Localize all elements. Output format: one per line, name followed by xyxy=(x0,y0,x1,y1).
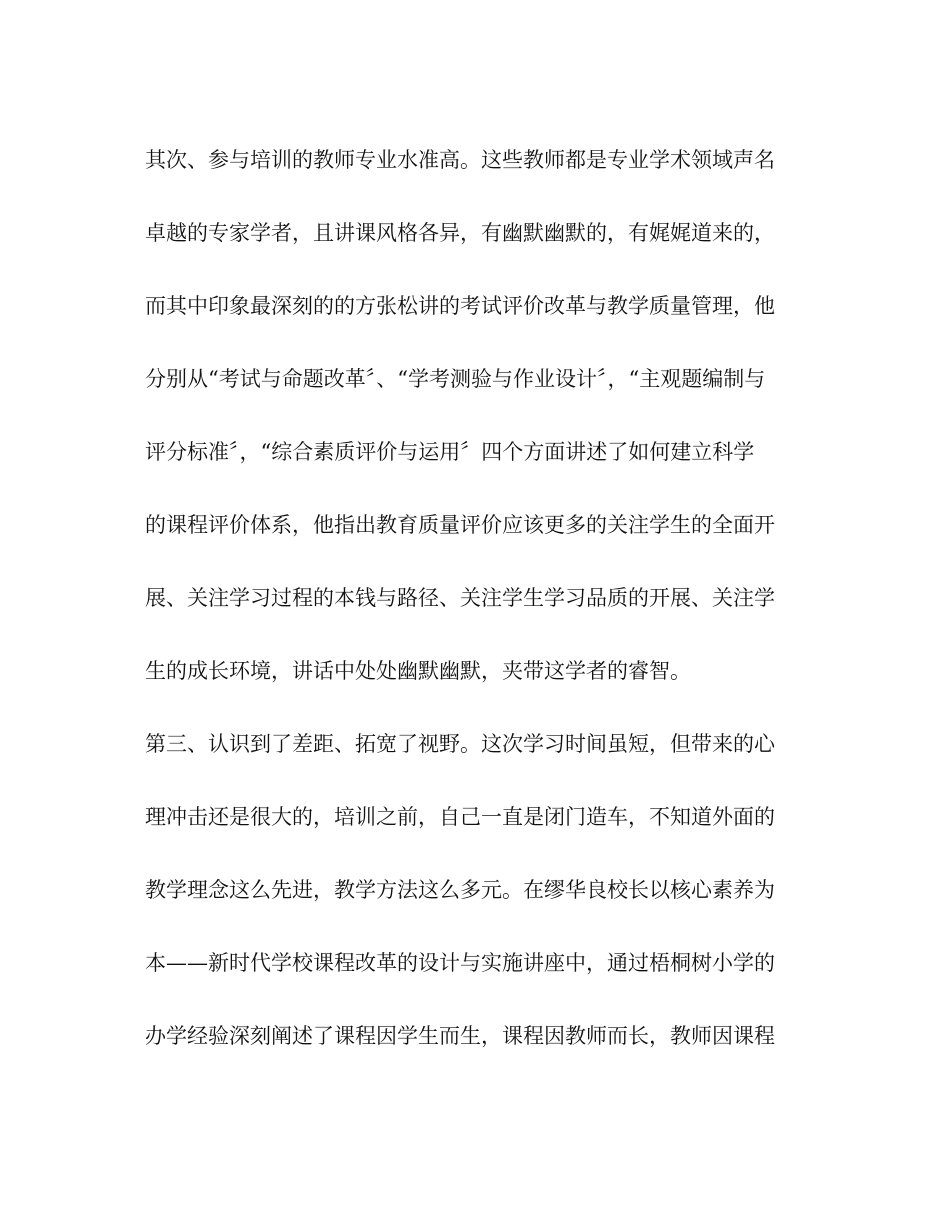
text-line: 教学理念这么先进，教学方法这么多元。在缪华良校长以核心素养为 xyxy=(145,878,775,902)
text-line: 其次、参与培训的教师专业水准高。这些教师都是专业学术领域声名 xyxy=(145,148,775,172)
text-line: 的课程评价体系，他指出教育质量评价应该更多的关注学生的全面开 xyxy=(145,513,775,537)
text-line: 分别从“考试与命题改革〞、“学考测验与作业设计〞，“主观题编制与 xyxy=(145,367,766,391)
text-line: 第三、认识到了差距、拓宽了视野。这次学习时间虽短，但带来的心 xyxy=(145,732,775,756)
text-line: 卓越的专家学者，且讲课风格各异，有幽默幽默的，有娓娓道来的， xyxy=(145,221,775,245)
text-line: 而其中印象最深刻的的方张松讲的考试评价改革与教学质量管理，他 xyxy=(145,294,775,318)
text-line: 展、关注学习过程的本钱与路径、关注学生学习品质的开展、关注学 xyxy=(145,586,775,610)
text-line: 理冲击还是很大的，培训之前，自己一直是闭门造车，不知道外面的 xyxy=(145,805,775,829)
text-line: 生的成长环境，讲话中处处幽默幽默，夹带这学者的睿智。 xyxy=(145,659,691,683)
text-line: 本——新时代学校课程改革的设计与实施讲座中，通过梧桐树小学的 xyxy=(145,951,775,975)
text-line: 办学经验深刻阐述了课程因学生而生，课程因教师而长，教师因课程 xyxy=(145,1024,775,1048)
text-line: 评分标准〞，“综合素质评价与运用〞四个方面讲述了如何建立科学 xyxy=(145,440,755,464)
